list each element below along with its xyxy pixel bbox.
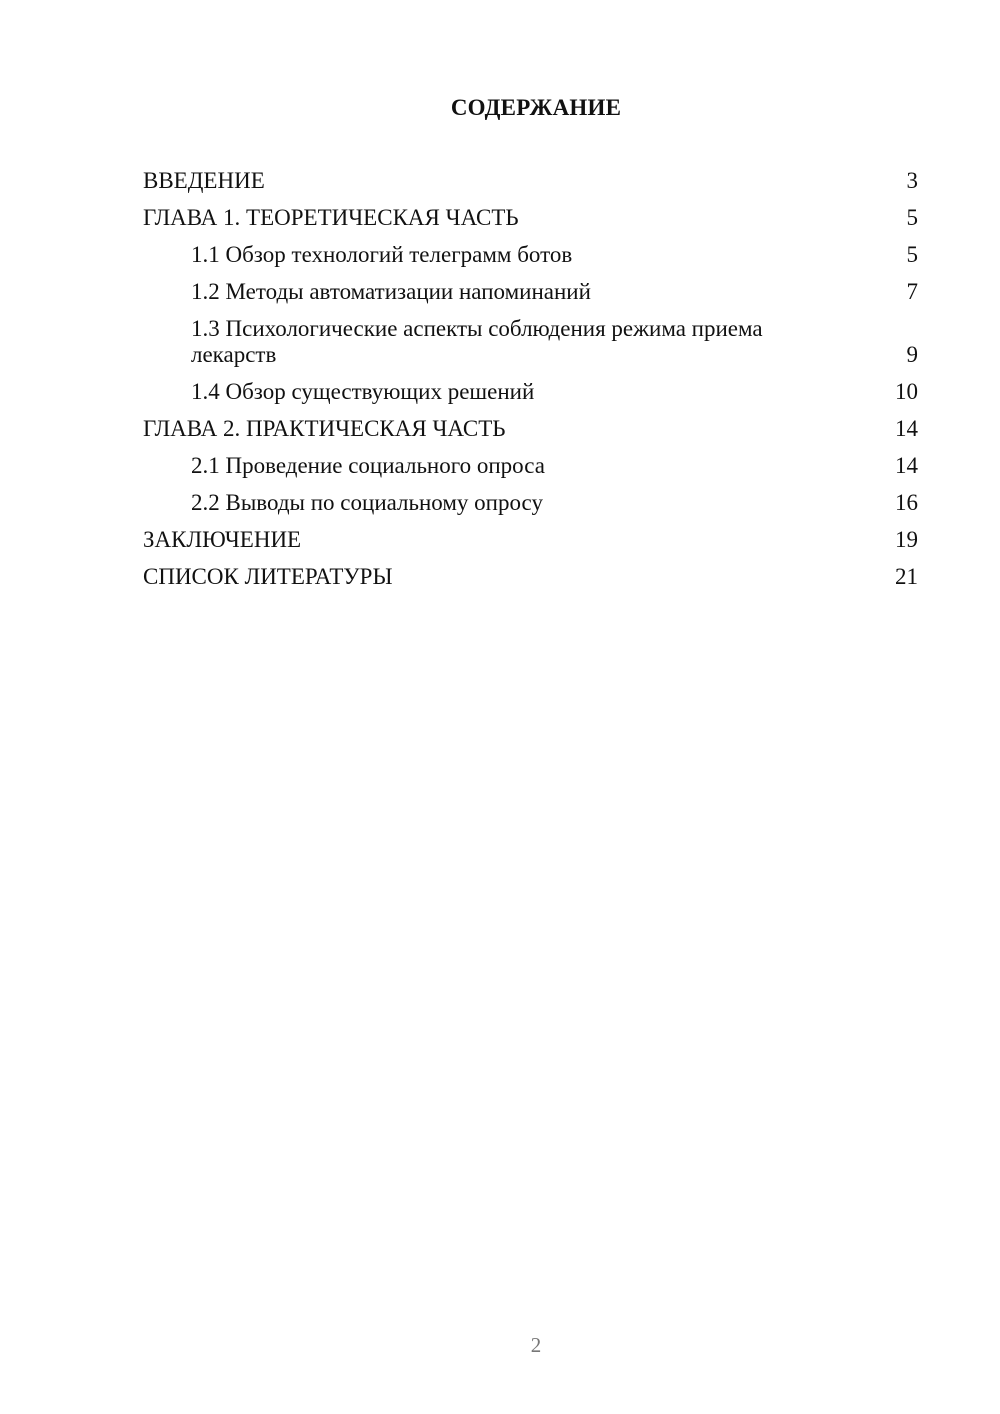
toc-entry-introduction[interactable]: [143, 168, 918, 194]
toc-entry-page: 9: [906, 342, 918, 367]
toc-entry-label: 2.1 Проведение социального опроса: [191, 453, 545, 478]
toc-entry-page: 21: [895, 564, 918, 589]
toc-entry-conclusion[interactable]: [143, 527, 918, 553]
toc-entry-label: ГЛАВА 1. ТЕОРЕТИЧЕСКАЯ ЧАСТЬ: [143, 205, 519, 230]
toc-entry-section-1-4[interactable]: [143, 379, 918, 405]
toc-entry-label: 1.2 Методы автоматизации напоминаний: [191, 279, 591, 304]
page-title: СОДЕРЖАНИЕ: [450, 95, 622, 120]
toc-entry-chapter-2[interactable]: [143, 416, 918, 442]
toc-entry-section-2-2[interactable]: [143, 490, 918, 516]
table-of-contents: [143, 168, 918, 601]
toc-entry-page: 19: [895, 527, 918, 552]
toc-entry-page: 10: [895, 379, 918, 404]
toc-entry-page: 16: [895, 490, 918, 515]
toc-entry-section-2-1[interactable]: [143, 453, 918, 479]
page-number: 2: [530, 1333, 542, 1357]
toc-entry-page: 14: [895, 453, 918, 478]
toc-entry-label: 1.4 Обзор существующих решений: [191, 379, 535, 404]
toc-entry-section-1-2[interactable]: [143, 279, 918, 305]
toc-entry-page: 7: [906, 279, 918, 304]
toc-entry-page: 3: [906, 168, 918, 193]
toc-entry-label: ГЛАВА 2. ПРАКТИЧЕСКАЯ ЧАСТЬ: [143, 416, 506, 441]
toc-entry-section-1-3[interactable]: [143, 316, 918, 368]
toc-entry-label: СПИСОК ЛИТЕРАТУРЫ: [143, 564, 393, 589]
toc-entry-section-1-1[interactable]: [143, 242, 918, 268]
toc-entry-chapter-1[interactable]: [143, 205, 918, 231]
toc-entry-page: 14: [895, 416, 918, 441]
toc-entry-label: ЗАКЛЮЧЕНИЕ: [143, 527, 302, 552]
toc-entry-label: 1.3 Психологические аспекты соблюдения режима приема лекарств: [191, 316, 763, 367]
toc-entry-page: 5: [906, 242, 918, 267]
toc-entry-label: ВВЕДЕНИЕ: [143, 168, 265, 193]
toc-entry-references[interactable]: [143, 564, 918, 590]
toc-entry-page: 5: [906, 205, 918, 230]
toc-entry-label: 1.1 Обзор технологий телеграмм ботов: [191, 242, 573, 267]
toc-entry-label: 2.2 Выводы по социальному опросу: [191, 490, 543, 515]
